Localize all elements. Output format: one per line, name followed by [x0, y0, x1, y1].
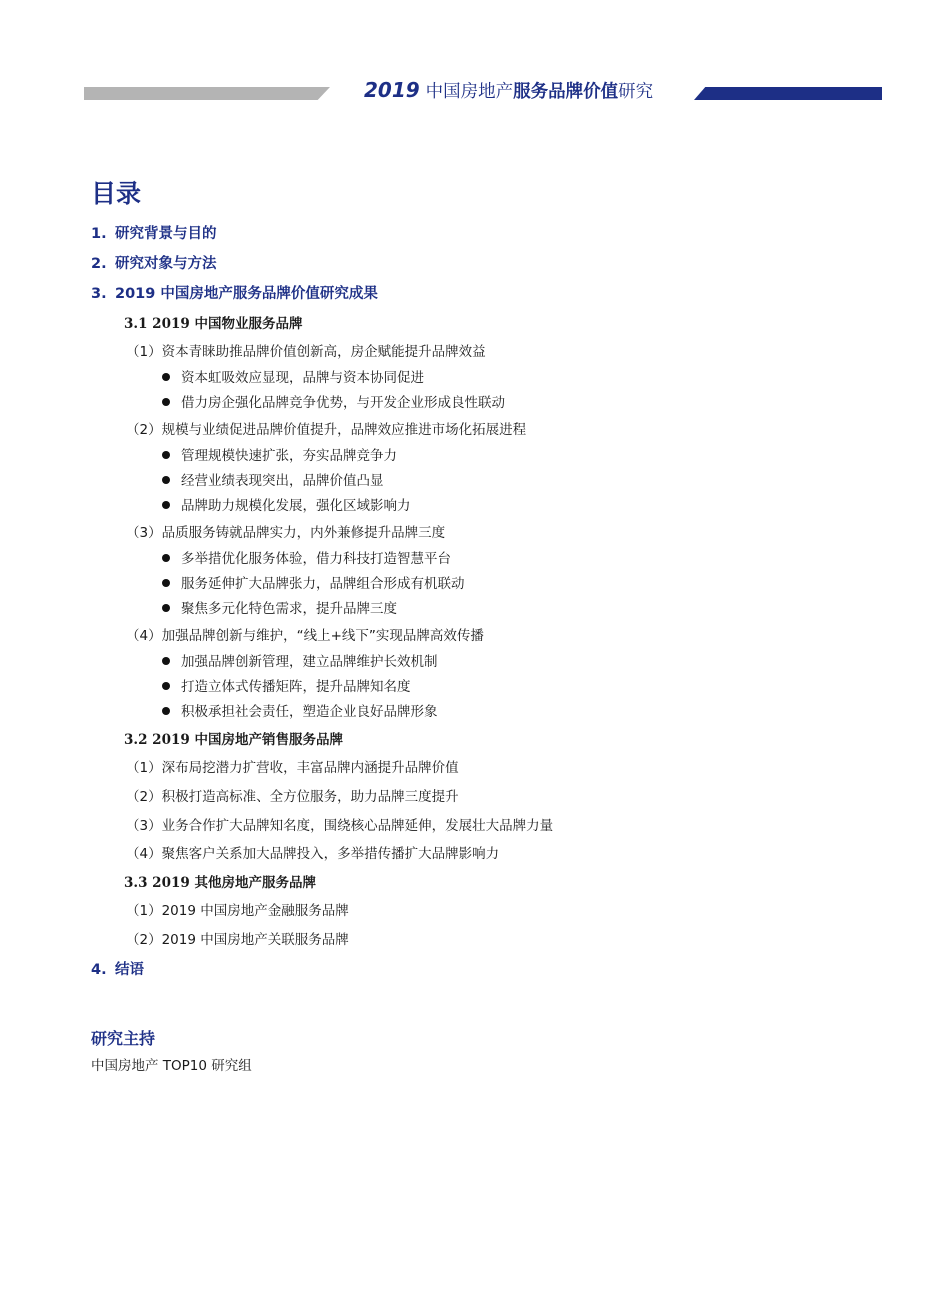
header-title: [364, 77, 653, 105]
toc-item[interactable]: （2）2019 中国房地产关联服务品牌: [126, 932, 349, 948]
bullet-icon: [162, 554, 170, 562]
toc-bullet[interactable]: [162, 702, 438, 722]
toc-item[interactable]: （1）资本青睐助推品牌价值创新高，房企赋能提升品牌效益: [126, 344, 486, 360]
toc-item[interactable]: （1）深布局挖潜力扩营收，丰富品牌内涵提升品牌价值: [126, 760, 459, 776]
toc-bullet-label: 资本虹吸效应显现，品牌与资本协同促进: [181, 370, 424, 386]
header-title-bold: 服务品牌价值: [513, 82, 619, 102]
header-title-suffix: 研究: [618, 82, 654, 102]
toc-section-label: 2019 中国房地产服务品牌价值研究成果: [115, 286, 378, 302]
toc-item[interactable]: （4）聚焦客户关系加大品牌投入，多举措传播扩大品牌影响力: [126, 846, 500, 862]
header-title-prefix: 中国房地产: [425, 82, 514, 102]
toc-section-number: 2.: [91, 256, 107, 272]
bullet-icon: [162, 501, 170, 509]
toc-subsection-3-3[interactable]: 3.3 2019 其他房地产服务品牌: [124, 875, 316, 891]
toc-bullet-label: 品牌助力规模化发展，强化区域影响力: [181, 498, 411, 514]
toc-bullet-label: 管理规模快速扩张，夯实品牌竞争力: [181, 448, 397, 464]
toc-bullet-label: 服务延伸扩大品牌张力，品牌组合形成有机联动: [181, 576, 465, 592]
toc-section-number: 3.: [91, 286, 107, 302]
toc-subsection-3-2[interactable]: 3.2 2019 中国房地产销售服务品牌: [124, 732, 343, 748]
toc-section-2[interactable]: [91, 254, 217, 274]
toc-bullet[interactable]: [162, 599, 397, 619]
toc-item[interactable]: （4）加强品牌创新与维护，“线上+线下”实现品牌高效传播: [126, 628, 484, 644]
toc-section-label: 研究对象与方法: [115, 256, 217, 272]
toc-bullet-label: 积极承担社会责任，塑造企业良好品牌形象: [181, 704, 438, 720]
bullet-icon: [162, 476, 170, 484]
toc-section-1[interactable]: [91, 224, 217, 244]
toc-bullet-label: 加强品牌创新管理，建立品牌维护长效机制: [181, 654, 438, 670]
toc-section-4[interactable]: [91, 960, 144, 980]
bullet-icon: [162, 398, 170, 406]
header-gray-bar: [84, 87, 330, 100]
toc-section-label: 研究背景与目的: [115, 226, 217, 242]
bullet-icon: [162, 451, 170, 459]
toc-section-label: 结语: [115, 962, 144, 978]
toc-item[interactable]: （2）规模与业绩促进品牌价值提升，品牌效应推进市场化拓展进程: [126, 422, 527, 438]
bullet-icon: [162, 579, 170, 587]
bullet-icon: [162, 657, 170, 665]
toc-bullet[interactable]: [162, 677, 411, 697]
toc-bullet[interactable]: [162, 446, 397, 466]
toc-item[interactable]: （3）业务合作扩大品牌知名度，围绕核心品牌延伸，发展壮大品牌力量: [126, 818, 554, 834]
bullet-icon: [162, 604, 170, 612]
sponsor-name: 中国房地产 TOP10 研究组: [91, 1058, 252, 1074]
toc-bullet-label: 多举措优化服务体验，借力科技打造智慧平台: [181, 551, 451, 567]
header-year: 2019: [364, 78, 420, 102]
sponsor-title: 研究主持: [91, 1029, 156, 1048]
toc-heading: 目录: [91, 179, 142, 208]
toc-bullet-label: 借力房企强化品牌竞争优势，与开发企业形成良性联动: [181, 395, 505, 411]
toc-section-number: 1.: [91, 226, 107, 242]
toc-bullet-label: 打造立体式传播矩阵，提升品牌知名度: [181, 679, 411, 695]
toc-subsection-3-1[interactable]: 3.1 2019 中国物业服务品牌: [124, 316, 303, 332]
toc-bullet[interactable]: [162, 652, 438, 672]
toc-bullet[interactable]: [162, 368, 424, 388]
toc-item[interactable]: （1）2019 中国房地产金融服务品牌: [126, 903, 349, 919]
toc-section-3[interactable]: [91, 284, 378, 304]
toc-bullet[interactable]: [162, 393, 505, 413]
toc-bullet[interactable]: [162, 471, 384, 491]
toc-item[interactable]: （2）积极打造高标准、全方位服务，助力品牌三度提升: [126, 789, 459, 805]
bullet-icon: [162, 682, 170, 690]
toc-bullet-label: 经营业绩表现突出，品牌价值凸显: [181, 473, 384, 489]
toc-bullet[interactable]: [162, 496, 411, 516]
toc-bullet-label: 聚焦多元化特色需求，提升品牌三度: [181, 601, 397, 617]
toc-section-number: 4.: [91, 962, 107, 978]
toc-bullet[interactable]: [162, 574, 465, 594]
bullet-icon: [162, 373, 170, 381]
bullet-icon: [162, 707, 170, 715]
header-blue-bar: [694, 87, 882, 100]
toc-bullet[interactable]: [162, 549, 451, 569]
toc-item[interactable]: （3）品质服务铸就品牌实力，内外兼修提升品牌三度: [126, 525, 446, 541]
